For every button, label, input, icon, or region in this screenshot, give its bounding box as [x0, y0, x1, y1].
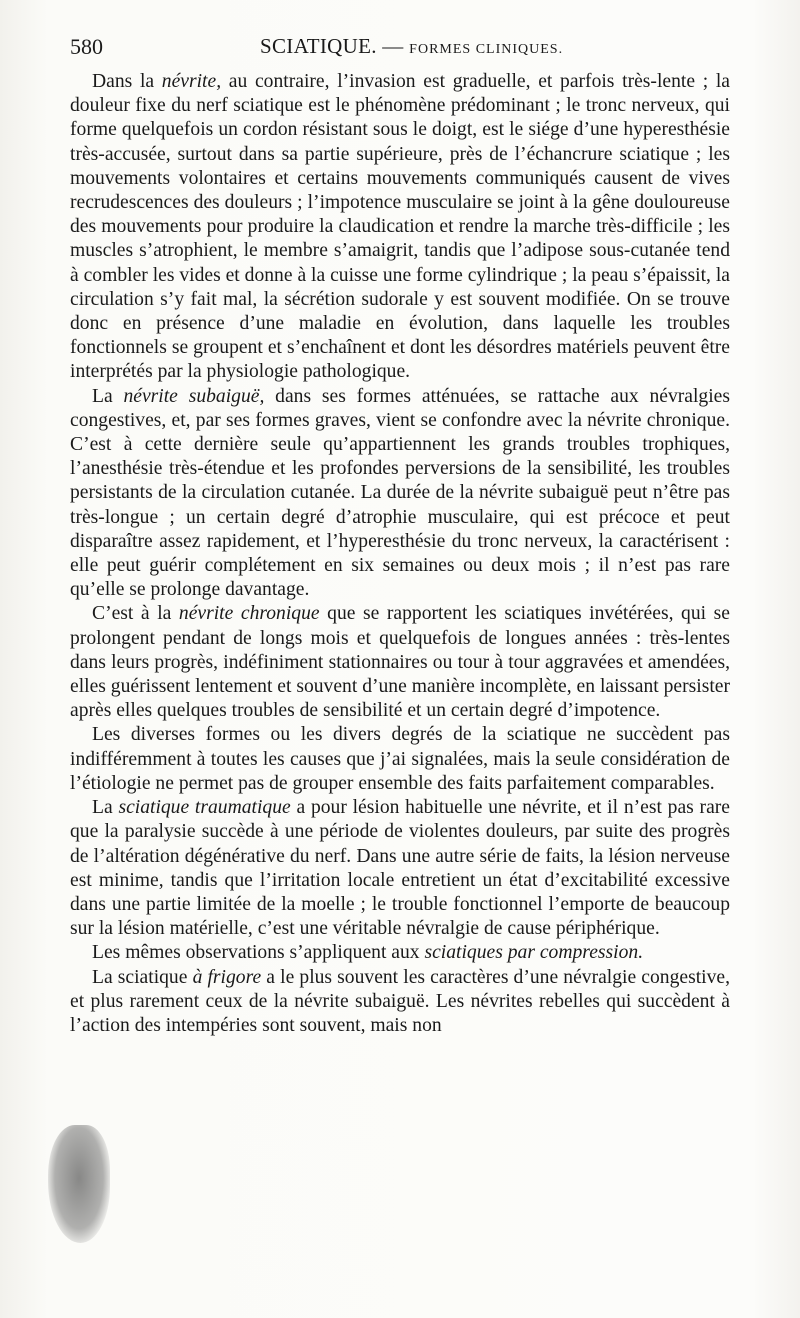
text-run: que se rapportent les sciatiques invétérées, qui se prolongent pendant de longs mois et quelquefois de longues années : très-lentes dans leurs progrès, indéfiniment stationnaires ou tour à tour aggravées et amendées, elles guérissent lentement et souvent d’une manière incomplète, en laissant persister après elles quelques troubles de sensibilité et un certain degré d’impotence. [70, 603, 730, 722]
paragraph [70, 602, 730, 723]
paragraph [70, 941, 730, 965]
text-run: La sciatique [92, 966, 193, 988]
italic-term: névrite chronique [178, 603, 320, 625]
running-title-main: SCIATIQUE. — [260, 34, 404, 58]
text-run: a pour lésion habituelle une névrite, et il n’est pas rare que la paralysie succède à une période de violentes douleurs, par suite des progrès de l’altération dégénérative du nerf. Dans une autre série de faits, la lésion nerveuse est minime, tandis que l’irritation locale entretient un état d’excitabilité excessive dans une partie limitée de la moelle ; le trouble fonctionnel l’emporte de beaucoup sur la lésion matérielle, c’est une véritable névralgie de cause périphérique. [70, 797, 730, 940]
text-run: La [92, 385, 124, 407]
text-run: Les diverses formes ou les divers degrés de la sciatique ne succèdent pas indifféremment à toutes les causes que j’ai signalées, mais la seule considération de l’étiologie ne permet pas de grouper ensemble des faits parfaitement comparables. [70, 724, 730, 794]
paragraph [70, 723, 730, 796]
body-text [70, 70, 730, 1038]
paragraph [70, 966, 730, 1039]
text-run: C’est à la [92, 603, 179, 625]
italic-term: sciatique traumatique [118, 797, 291, 819]
text-run: Dans la [92, 71, 162, 92]
page-number: 580 [70, 34, 103, 59]
paragraph [70, 796, 730, 941]
text-run: a le plus souvent les caractères d’une névralgie congestive, et plus rarement ceux de la névrite subaiguë. Les névrites rebelles qui succèdent à l’action des intempéries sont souvent, mais non [70, 966, 730, 1036]
text-run: au contraire, l’invasion est graduelle, et parfois très-lente ; la douleur fixe du nerf sciatique est le phénomène prédominant ; le tronc nerveux, qui forme quelquefois un cordon résistant sous le doigt, est le siége d’une hyperesthésie très-accusée, surtout dans sa partie supérieure, près de l’échancrure sciatique ; les mouvements volontaires et certains mouvements communiqués causent de vives recrudescences des douleurs ; l’impotence musculaire se joint à la gêne douloureuse des mouvements pour produire la claudication et rendre la marche très-difficile ; les muscles s’atrophient, le membre s’amaigrit, tandis que l’adipose sous-cutanée tend à combler les vides et donne à la cuisse une forme cylindrique ; la peau s’épaissit, la circulation s’y fait mal, la sécrétion sudorale y est souvent modifiée. On se trouve donc en présence d’une maladie en évolution, dans laquelle les troubles fonctionnels se groupent et s’enchaînent et dont les désordres matériels peuvent être interprétés par la physiologie pathologique. [70, 71, 730, 383]
italic-term: à frigore [192, 966, 262, 988]
ink-stain [48, 1125, 110, 1243]
running-title-sub: FORMES CLINIQUES. [409, 42, 564, 57]
paragraph [70, 385, 730, 603]
running-title [260, 34, 563, 59]
italic-term: sciatiques par compression. [424, 942, 644, 964]
text-run: La [92, 797, 119, 819]
text-run: dans ses formes atténuées, se rattache aux névralgies congestives, et, par ses formes graves, vient se confondre avec la névrite chronique. C’est à cette dernière seule qu’appartiennent les grands troubles trophiques, l’anesthésie très-étendue et les profondes perversions de la sensibilité, les troubles persistants de la circulation cutanée. La durée de la névrite subaiguë peut n’être pas très-longue ; un certain degré d’atrophie musculaire, qui est précoce et peut disparaître assez rapidement, et l’hyperesthésie du tronc nerveux, la caractérisent : elle peut guérir complétement en six semaines ou deux mois ; il n’est pas rare qu’elle se prolonge davantage. [70, 385, 730, 601]
text-run: Les mêmes observations s’appliquent aux [92, 942, 425, 964]
italic-term: névrite, [161, 71, 222, 92]
running-header [70, 34, 730, 62]
italic-term: névrite subaiguë, [123, 385, 265, 407]
paragraph [70, 70, 730, 385]
